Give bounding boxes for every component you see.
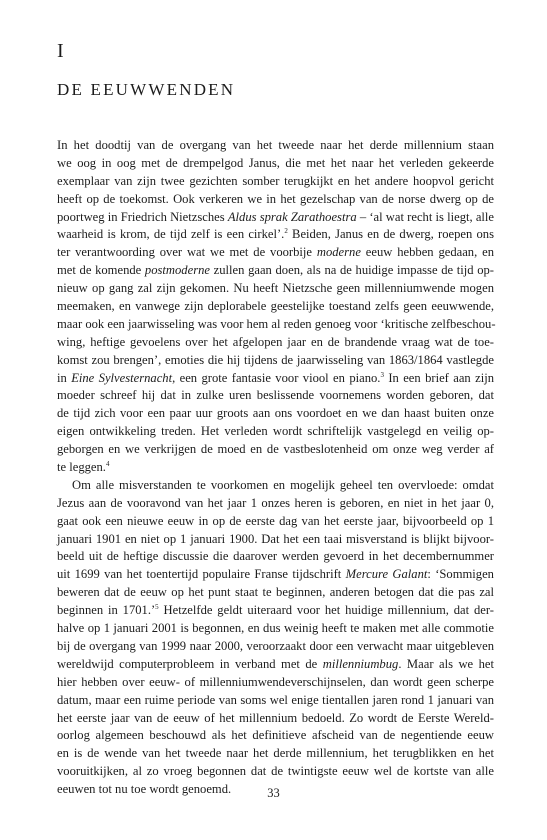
- footnote-marker: 4: [105, 459, 110, 468]
- text-segment: wing, heftige gevoelens over het afgelopen jaar en de brandende vraag wat de toe-: [57, 334, 494, 349]
- text-segment: Beiden, Janus en de dwerg, roepen ons: [287, 227, 494, 242]
- text-segment: hier hebben over eeuw- of millenniumwendeverschijnselen, dan wordt geen scherpe: [57, 674, 494, 689]
- text-segment: Om alle misverstanden te voorkomen en mogelijk geheel ten overvloede: omdat: [72, 477, 494, 492]
- italic-term: Aldus sprak Zarathoestra: [227, 209, 357, 224]
- text-line: [57, 191, 494, 209]
- paragraph: [57, 137, 494, 477]
- paragraph: [57, 477, 494, 799]
- text-segment: januari 1901 en niet op 1 januari 1900. Dat het een taai misverstand is blijkt bijvoor-: [57, 531, 494, 546]
- text-segment: ter verantwoording over wat we met de voorbije: [57, 245, 317, 260]
- text-segment: . Maar als we het: [398, 656, 494, 671]
- page-number: 33: [267, 786, 280, 800]
- text-line: [57, 173, 494, 191]
- text-line: [57, 226, 494, 244]
- text-segment: : ‘Sommigen: [427, 567, 494, 582]
- text-segment: uit 1699 van het toentertijd populaire Franse tijdschrift: [57, 567, 346, 582]
- text-line: [57, 280, 494, 298]
- text-segment: en is de wende van het tweede naar het derde millennium, het terugblikken en het: [57, 746, 494, 761]
- text-segment: vooruitkijken, al zo vroeg begonnen dat de twintigste eeuw wel de kortste van alle: [57, 764, 494, 779]
- text-segment: waarheid is krom, de tijd zelf is een cirkel’.: [57, 227, 285, 242]
- text-line: [57, 531, 494, 549]
- text-segment: In een brief aan zijn: [383, 370, 494, 385]
- text-line: [57, 352, 494, 370]
- italic-term: moderne: [316, 245, 361, 260]
- text-line: [57, 727, 494, 745]
- text-segment: nieuw op gang zal zijn gekomen. Nu heeft Nietzsche geen millenniumwende mogen: [57, 281, 494, 296]
- text-segment: de tijd zich voor een paar uur groots aan ons voordoet en we dan haast buiten onze: [57, 406, 494, 421]
- text-line: [57, 298, 494, 316]
- text-line: [57, 495, 494, 513]
- italic-term: millenniumbug: [322, 656, 399, 671]
- text-line: [57, 656, 494, 674]
- text-segment: gaat ook een nieuwe eeuw in op de eerste dag van het eerste jaar, bijvoorbeeld op 1: [57, 513, 494, 528]
- text-line: [57, 638, 494, 656]
- text-line: [57, 405, 494, 423]
- text-segment: te leggen.: [57, 460, 106, 475]
- text-segment: Jezus aan de vooravond van het jaar 1 onzes heren is geboren, en niet in het jaar 0,: [57, 495, 494, 510]
- text-line: [57, 763, 494, 781]
- text-segment: beweren dat de eeuw op het punt staat te beginnen, anderen betogen dat die pas zal: [57, 585, 494, 600]
- text-line: [57, 316, 494, 334]
- text-segment: het eerste jaar van de eeuw of het millennium bedoeld. Zo wordt de Eerste Wereld-: [57, 710, 494, 725]
- text-line: [57, 334, 494, 352]
- text-line: [57, 584, 494, 602]
- text-segment: eeuwen tot nu toe wordt genoemd.: [57, 782, 232, 797]
- text-line: [57, 710, 494, 728]
- chapter-number: I: [57, 40, 65, 62]
- text-segment: , een grote fantasie voor viool en piano.: [172, 370, 381, 385]
- italic-term: Eine Sylvesternacht: [71, 370, 173, 385]
- text-line: [57, 244, 494, 262]
- footnote-marker: 3: [380, 370, 384, 379]
- chapter-title: DE EEUWWENDEN: [57, 80, 236, 99]
- text-segment: eeuw hebben gedaan, en: [360, 245, 494, 260]
- text-segment: komst zou brengen’, emoties die hij tijdens de jaarwisseling van 1863/1864 vastlegde: [57, 352, 494, 367]
- text-segment: beginnen in 1701.’: [57, 603, 156, 618]
- text-segment: heeft op de toekomst. Ook verkeren we in het gezelschap van de norse dwerg op de: [57, 191, 494, 206]
- text-line: [57, 423, 494, 441]
- text-segment: eigen ontwikkeling treden. Het verleden wordt schriftelijk vastgelegd en veilig op-: [57, 424, 494, 439]
- text-segment: – ‘al wat recht is liegt, alle: [356, 209, 494, 224]
- text-segment: datum, maar een ruime periode van soms wel enige tientallen jaren rond 1 januari van: [57, 692, 494, 707]
- text-line: [57, 155, 494, 173]
- text-line: [57, 370, 494, 388]
- text-segment: wereldwijd computerprobleem in verband met de: [57, 656, 323, 671]
- text-line: [57, 441, 494, 459]
- text-line: [57, 602, 494, 620]
- text-segment: In het doodtij van de overgang van het tweede naar het derde millennium staan: [57, 138, 494, 152]
- footnote-marker: 5: [155, 602, 159, 611]
- text-segment: geborgen en we verkrijgen de moed en de vastbeslotenheid om onze weg verder af: [57, 442, 494, 457]
- text-segment: moeder schreef hij dat in zulke uren beslissende voornemens worden geboren, dat: [57, 388, 494, 403]
- text-segment: oorlog algemeen beschouwd als het definitieve afscheid van de negentiende eeuw: [57, 728, 494, 743]
- footnote-marker: 2: [284, 227, 288, 236]
- italic-term: postmoderne: [144, 263, 210, 278]
- text-line: [57, 459, 494, 477]
- text-segment: maar ook een jaarwisseling was voor hem al reden genoeg voor ‘kritische zelfbeschou-: [57, 316, 496, 331]
- text-line: [57, 692, 494, 710]
- text-line: [57, 745, 494, 763]
- text-line: [57, 620, 494, 638]
- text-segment: bij de overgang van 1999 naar 2000, veroorzaakt door een verwacht maar uitgebleven: [57, 638, 494, 653]
- text-line: [57, 566, 494, 584]
- text-segment: meemaken, en vanwege zijn deplorabele geestelijke toestand zelfs geen eeuwwende,: [57, 299, 494, 314]
- text-segment: exemplaar van zijn twee gezichten somber terugkijkt en het andere hoopvol gericht: [57, 173, 494, 188]
- text-segment: Hetzelfde geldt uiteraard voor het huidige millennium, dat der-: [158, 603, 494, 618]
- text-line: [57, 477, 494, 495]
- text-segment: beeld uit de heftige discussie die daarover werden gevoerd in het decembernummer: [57, 549, 494, 564]
- text-segment: zullen gaan doen, als na de huidige impasse de tijd op-: [209, 263, 494, 278]
- italic-term: Mercure Galant: [345, 567, 428, 582]
- text-line: [57, 513, 494, 531]
- text-segment: in: [57, 370, 72, 385]
- body-text: [57, 137, 494, 799]
- text-line: [57, 262, 494, 280]
- text-line: [57, 548, 494, 566]
- text-line: [57, 209, 494, 227]
- text-segment: halve op 1 januari 2001 is begonnen, en dus weinig heeft te maken met alle commotie: [57, 621, 494, 636]
- text-segment: poortweg in Friedrich Nietzsches: [57, 209, 228, 224]
- text-line: [57, 674, 494, 692]
- text-line: [57, 137, 494, 155]
- text-segment: we oog in oog met de drempelgod Janus, die met het naar het verleden gekeerde: [57, 155, 494, 170]
- text-line: [57, 387, 494, 405]
- text-segment: met de komende: [57, 263, 145, 278]
